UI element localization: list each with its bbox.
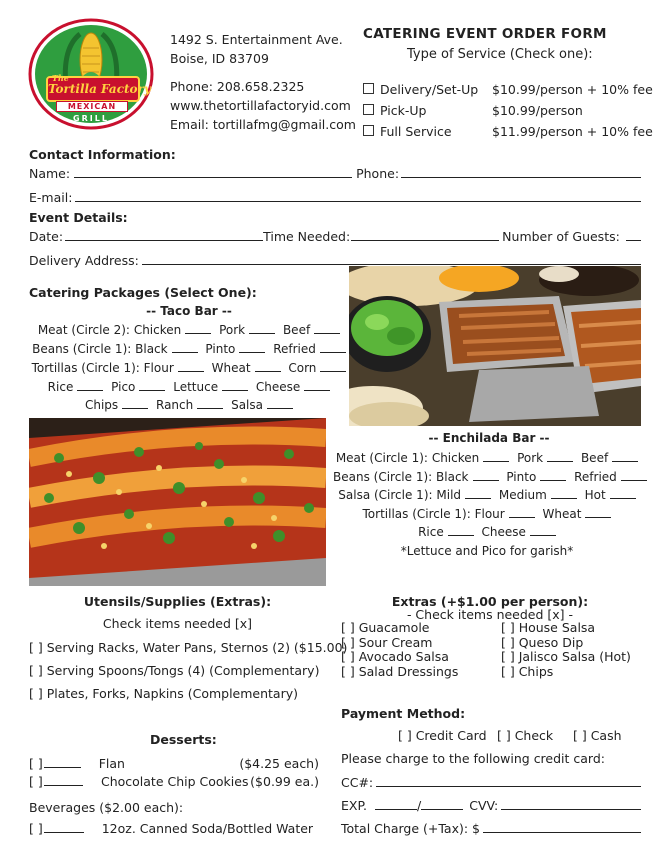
extra-house-salsa[interactable]: [ ] House Salsa xyxy=(501,620,596,635)
flan-price: ($4.25 each) xyxy=(239,756,319,771)
cvv-label: CVV: xyxy=(469,798,499,813)
taco-tortillas-row: Tortillas (Circle 1): Flour Wheat Corn xyxy=(29,359,349,378)
service-delivery[interactable]: Delivery/Set-Up $10.99/person + 10% fee xyxy=(363,79,653,100)
name-label: Name: xyxy=(29,166,71,181)
email-link[interactable]: Email: tortillafmg@gmail.com xyxy=(170,117,356,132)
blank[interactable] xyxy=(239,341,265,353)
logo-line3: MEXICAN xyxy=(56,101,128,112)
extra-sour-cream[interactable]: [ ] Sour Cream xyxy=(341,634,433,650)
enchilada-photo xyxy=(29,418,326,586)
blank[interactable] xyxy=(612,450,638,462)
utensil-item-1[interactable]: [ ] Serving Racks, Water Pans, Sternos (2) ($15.00) xyxy=(29,640,348,655)
utensil-item-3[interactable]: [ ] Plates, Forks, Napkins (Complementary) xyxy=(29,686,299,701)
blank[interactable] xyxy=(178,360,204,372)
service-pickup[interactable]: Pick-Up $10.99/person xyxy=(363,100,653,121)
exp-month-field[interactable] xyxy=(375,798,417,810)
blank[interactable] xyxy=(465,487,491,499)
taco-sides-row-1: Rice Pico Lettuce Cheese xyxy=(29,378,349,397)
blank[interactable] xyxy=(473,469,499,481)
utensils-heading: Utensils/Supplies (Extras): xyxy=(83,594,272,609)
beverage-row[interactable]: [ ] 12oz. Canned Soda/Bottled Water xyxy=(29,821,314,836)
dessert-flan-row[interactable]: [ ] Flan ($4.25 each) xyxy=(29,756,319,771)
total-field[interactable] xyxy=(483,821,641,833)
cc-row xyxy=(341,775,641,790)
pay-credit-card[interactable]: [ ] Credit Card xyxy=(398,728,487,743)
blank[interactable] xyxy=(255,360,281,372)
beverage-label: 12oz. Canned Soda/Bottled Water xyxy=(101,821,314,836)
logo xyxy=(28,18,154,130)
blank[interactable] xyxy=(197,397,223,409)
date-field[interactable] xyxy=(65,229,263,241)
blank[interactable] xyxy=(610,487,636,499)
contact-email-row xyxy=(29,190,641,205)
desserts-heading: Desserts: xyxy=(150,732,217,747)
guests-label: Number of Guests: xyxy=(502,229,620,244)
cookies-qty-field[interactable] xyxy=(44,774,83,786)
blank[interactable] xyxy=(621,469,647,481)
pay-check[interactable]: [ ] Check xyxy=(497,728,554,743)
checkbox[interactable] xyxy=(363,83,374,94)
phone-label: Phone: xyxy=(356,166,400,181)
exp-year-field[interactable] xyxy=(421,798,463,810)
taco-bar-photo-image xyxy=(349,266,641,426)
name-field[interactable] xyxy=(74,166,352,178)
taco-sides-row-2: Chips Ranch Salsa xyxy=(29,397,349,411)
cookies-label: Chocolate Chip Cookies xyxy=(100,774,249,789)
logo-line4: GRILL xyxy=(73,114,109,123)
extra-guacamole[interactable]: [ ] Guacamole xyxy=(341,620,430,635)
form-title: CATERING EVENT ORDER FORM xyxy=(363,26,607,42)
exp-row xyxy=(341,798,641,813)
email-label: E-mail: xyxy=(29,190,73,205)
address-block xyxy=(170,30,356,134)
payment-heading: Payment Method: xyxy=(341,706,466,721)
street: 1492 S. Entertainment Ave. xyxy=(170,32,343,47)
flan-label: Flan xyxy=(98,756,125,771)
website-link[interactable]: www.thetortillafactoryid.com xyxy=(170,98,351,113)
service-subtitle: Type of Service (Check one): xyxy=(407,47,593,62)
cc-label: CC#: xyxy=(341,775,374,790)
extra-salad-dressings[interactable]: [ ] Salad Dressings xyxy=(341,663,459,679)
checkbox[interactable] xyxy=(363,125,374,136)
payment-note: Please charge to the following credit card: xyxy=(341,751,605,766)
service-options xyxy=(363,79,653,142)
phone-field[interactable] xyxy=(401,166,641,178)
blank[interactable] xyxy=(222,379,248,391)
blank[interactable] xyxy=(267,397,293,409)
event-heading: Event Details: xyxy=(29,210,128,225)
blank[interactable] xyxy=(448,524,474,536)
total-label: Total Charge (+Tax): $ xyxy=(341,821,480,836)
city: Boise, ID 83709 xyxy=(170,51,269,66)
taco-bar-title: -- Taco Bar -- xyxy=(146,304,232,318)
ench-tortillas-row: Tortillas (Circle 1): Flour Wheat xyxy=(333,505,641,524)
taco-beans-row: Beans (Circle 1): Black Pinto Refried xyxy=(29,340,349,359)
blank[interactable] xyxy=(540,469,566,481)
blank[interactable] xyxy=(314,322,340,334)
delivery-field[interactable] xyxy=(142,253,641,265)
ench-beans-row: Beans (Circle 1): Black Pinto Refried xyxy=(333,468,641,487)
extra-avocado-salsa[interactable]: [ ] Avocado Salsa xyxy=(341,649,449,664)
time-label: Time Needed: xyxy=(263,229,351,244)
enchilada-bar-title: -- Enchilada Bar -- xyxy=(428,431,550,445)
blank[interactable] xyxy=(509,506,535,518)
blank[interactable] xyxy=(547,450,573,462)
ench-sides-row: Rice Cheese xyxy=(333,523,641,542)
email-field[interactable] xyxy=(75,190,641,202)
packages-heading: Catering Packages (Select One): xyxy=(29,285,257,300)
dessert-cookies-row[interactable]: [ ] Chocolate Chip Cookies ($0.99 ea.) xyxy=(29,774,319,789)
taco-meat-row: Meat (Circle 2): Chicken Pork Beef xyxy=(29,321,349,340)
pay-cash[interactable]: [ ] Cash xyxy=(573,728,622,743)
ench-note: *Lettuce and Pico for garish* xyxy=(400,543,574,558)
blank[interactable] xyxy=(139,379,165,391)
cvv-field[interactable] xyxy=(501,798,641,810)
blank[interactable] xyxy=(122,397,148,409)
guests-field[interactable] xyxy=(626,229,641,241)
extras-sub: - Check items needed [x] - xyxy=(406,607,574,622)
beverage-qty-field[interactable] xyxy=(44,821,84,833)
logo-line1: The xyxy=(52,73,69,83)
contact-name-row xyxy=(29,166,641,181)
utensils-sub: Check items needed [x] xyxy=(102,616,253,631)
logo-line2: Tortilla Factory xyxy=(48,82,151,96)
checkbox[interactable] xyxy=(363,104,374,115)
enchilada-options xyxy=(333,449,641,560)
contact-heading: Contact Information: xyxy=(29,147,176,162)
time-field[interactable] xyxy=(351,229,499,241)
blank[interactable] xyxy=(585,506,611,518)
ench-salsa-row: Salsa (Circle 1): Mild Medium Hot xyxy=(333,486,641,505)
exp-slash: / xyxy=(417,798,422,813)
phone: Phone: 208.658.2325 xyxy=(170,79,305,94)
blank[interactable] xyxy=(483,450,509,462)
blank[interactable] xyxy=(172,341,198,353)
exp-label: EXP. xyxy=(341,798,368,813)
blank[interactable] xyxy=(320,341,346,353)
blank[interactable] xyxy=(320,360,346,372)
date-label: Date: xyxy=(29,229,64,244)
flan-qty-field[interactable] xyxy=(44,756,81,768)
delivery-label: Delivery Address: xyxy=(29,253,139,268)
blank[interactable] xyxy=(185,322,211,334)
blank[interactable] xyxy=(249,322,275,334)
service-full[interactable]: Full Service $11.99/person + 10% fee xyxy=(363,121,653,142)
total-row xyxy=(341,821,641,836)
extras-list xyxy=(341,621,651,678)
extra-chips[interactable]: [ ] Chips xyxy=(501,663,554,679)
taco-bar-photo xyxy=(349,266,641,426)
extra-queso-dip[interactable]: [ ] Queso Dip xyxy=(501,634,584,650)
extra-jalisco-salsa[interactable]: [ ] Jalisco Salsa (Hot) xyxy=(501,649,631,664)
cc-field[interactable] xyxy=(376,775,641,787)
event-row xyxy=(29,229,641,244)
blank[interactable] xyxy=(551,487,577,499)
cookies-price: ($0.99 ea.) xyxy=(250,774,319,789)
extras-heading: Extras (+$1.00 per person): xyxy=(391,594,589,609)
enchilada-photo-image xyxy=(29,418,326,586)
blank[interactable] xyxy=(304,379,330,391)
blank[interactable] xyxy=(77,379,103,391)
utensil-item-2[interactable]: [ ] Serving Spoons/Tongs (4) (Complementary) xyxy=(29,663,320,678)
ench-meat-row: Meat (Circle 1): Chicken Pork Beef xyxy=(333,449,641,468)
taco-options xyxy=(29,321,349,411)
beverages-heading: Beverages ($2.00 each): xyxy=(29,800,184,815)
blank[interactable] xyxy=(530,524,556,536)
